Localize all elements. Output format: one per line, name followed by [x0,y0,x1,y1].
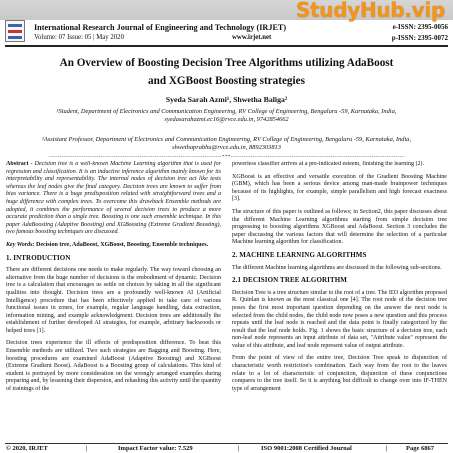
journal-website-link[interactable]: www.irjet.net [232,34,272,41]
introduction-paragraph-2: Decision trees experience the ill effects of predisposition difference. To beat this Ensemble methods are utilized. Two such strategies are Bagging and Boosting. Here, boosting procedures are examined AdaBoost (Adaptive Boosting) and XGBoost (Extreme Gradient Boost). AdaBoost is a Boosting group of calculations. This kind of student is portrayed by more consideration on the wrongly arranged examples during preparing and, by lessening their dispersion, and rehashing this activity until the quantity of trainings of the [6,340,221,393]
p-issn: p-ISSN: 2395-0072 [391,34,448,42]
footer-rule [5,443,448,444]
keywords-text: Decision tree, AdaBoost, XGBoost, Boosting, Ensemble techniques. [34,241,209,248]
irjet-logo-icon [5,20,25,42]
footer-copyright: © 2020, IRJET [6,445,48,452]
author-affiliation-1 [10,108,443,125]
keywords [6,242,221,250]
studyhub-logo[interactable]: StudyHub.vip [295,0,445,22]
header-rule [5,45,448,47]
footer-separator: | [386,445,388,452]
paper-authors: Syeda Sarah Azmi¹, Shwetha Baliga² [165,95,288,104]
journal-name: International Research Journal of Engineering and Technology (IRJET) [34,23,287,32]
footer-separator: | [238,445,240,452]
left-column [6,161,221,442]
abstract-label: Abstract - [6,161,33,167]
section-2-paragraph: The different Machine learning algorithms are discussed in the following sub-sections. [232,264,442,271]
section-2-1-heading: 2.1 DECISION TREE ALGORITHM [232,276,347,285]
paper-title-line-2: and XGBoost Boosting strategies [148,74,305,87]
author-affiliation-2: ²Assistant Professor, Department of Electronics and Communication Engineering, RV College of Engineering, Bengaluru -59, Karnataka, India, shwethaprabhu@rvce.edu.in, 8892303813 [41,136,412,152]
journal-volume: Volume: 07 Issue: 05 | May 2020 [34,34,124,41]
keywords-label: Key Words: [6,241,35,248]
section-2-1-paragraph-1: Decision Tree is a tree structure similar to the root of a tree. The ID3 algorithm proposed R. Quinlan is known as the most classical one [4]. The root node of the decision tree poses the first most important question depending on the answer the next node is selected from the child nodes, the child node now poses a new question and this process repeats until the leaf node is reached and the data point is finally categorized by the result that the leaf node holds. Fig. 1 shows the basic structure of a decision tree, each non-leaf node represents an input attribute of data set, "Attribute value" represent the value of this attribute, and leaf node represent value of output attribute. [232,289,447,349]
introduction-paragraph-1: There are different decisions one needs to make regularly. The way toward choosing an alternative from the huge number of decisions is the embodiment of dynamic. Decision tree is a calculation that encourages us settle on choices by taking in all the significant qualities into thought. Decision trees are a profoundly well-known AI (Artificial Intelligence) procedure that has been effectively applied to take care of various functional issues in zones, for example, regular language handling, data extraction, information mining, and example acknowledgment. Decision trees are additionally the establishment of further developed AI strategies, for example, arbitrary backwoods or helped trees [1]. [6,267,221,334]
author-1-email: syedasarahazmi.ec16@rvce.edu.in, 9742854662 [164,116,289,124]
e-issn: e-ISSN: 2395-0056 [392,23,448,31]
footer-impact-factor: Impact Factor value: 7.529 [118,445,193,452]
affiliation-1-text: ¹Student, Department of Electronics and Communication Engineering, RV College of Engineering, Bengaluru -59, Karnataka, India, [56,108,397,115]
paper-title-line-1: An Overview of Boosting Decision Tree Algorithms utilizing AdaBoost [59,57,394,69]
right-column [232,161,447,442]
right-paragraph-2: XGBoost is an effective and versatile execution of the Gradient Boosting Machine (GBM), which has been a serious device among man-made brainpower techniques because of its highlights, for example, simple parallelism and high forecast exactness [3]. [232,173,447,203]
section-2-1-paragraph-2: From the point of view of the entire tree, Decision Tree speak to disjunction of characteristic worth restriction's combination. Each way from the root to the leaves relate to a lot of characteristic of conjunction, disjunction of these conjunctions compares to the tree itself. So it is anything but difficult to change over into IF-THEN type of arrangement [232,355,447,392]
watermark-banner [0,0,453,20]
right-paragraph-1: powerless classifier arrives at a pre-indicated esteem, finishing the learning [2]. [232,161,425,167]
section-2-heading: 2. MACHINE LEARNING ALGORITHMS [232,250,367,259]
section-separator: --------------------------------------------------------------------------------***-------------------------------------------------------------------------------- [48,155,405,160]
footer-iso: ISO 9001:2008 Certified Journal [261,445,352,452]
footer-separator: | [86,445,88,452]
paper-title [10,55,443,90]
abstract-text: Decision tree is a well-known Machine Learning algorithm that is used for regression and classification. It is an inductive inference algorithm mainly known for its interpretability and representability. The internal nodes of decision tree act like tests whereas the leaf nodes give the final category. Decision trees are known to suffer from bias variance. There is a huge predisposition related with straightforward trees and a huge difference with complex trees. To overcome this drawback Ensemble methods are adopted, it combines the performance of several decision trees to produce a more accurate prediction than a single tree. Boosting is one such ensemble technique. In this paper AdaBoosting (Adaptive Boosting) and XGBoosting (Extreme Gradient Boosting), two famous boosting techniques are discussed. [6,161,221,236]
right-paragraph-3: The structure of this paper is outlined as follows; in Section2, this paper discusses about the different Machine Learning algorithms starting from simple decision tree progressing to boosting algorithms XGBoost and AdaBoost. Section 3 concludes the paper discussing the various factors that will determine the selection of a particular Machine learning algorithm for classification. [232,208,447,246]
introduction-heading: 1. INTRODUCTION [6,253,71,262]
abstract [6,161,221,237]
footer-page-number: Page 6867 [406,445,434,452]
